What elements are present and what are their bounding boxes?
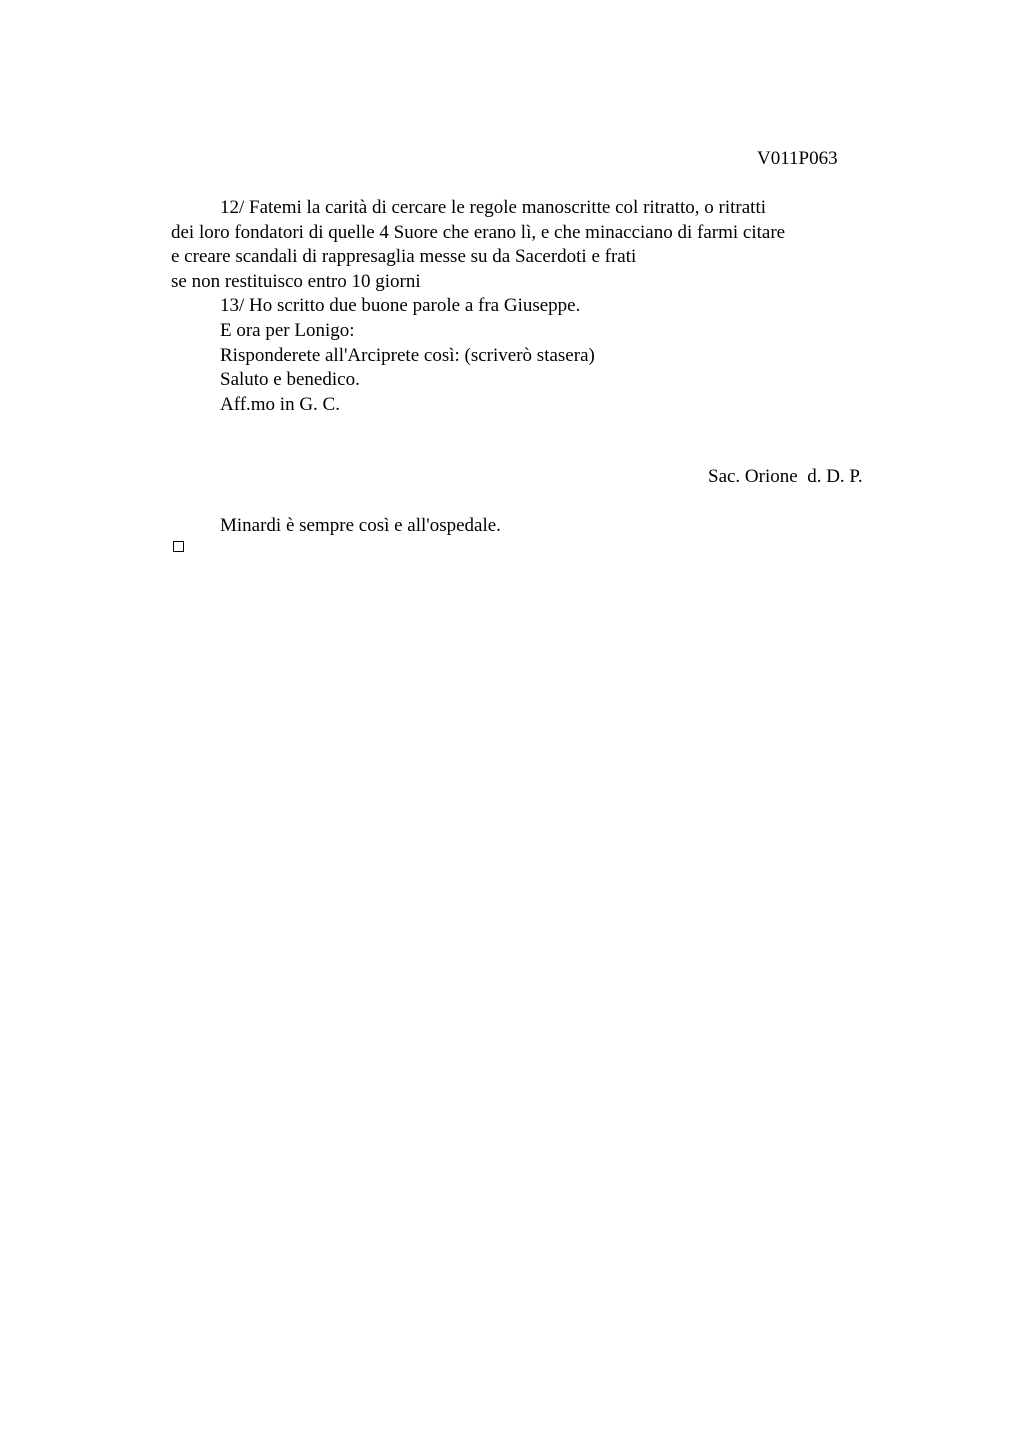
letter-body bbox=[171, 196, 871, 417]
document-id: V011P063 bbox=[757, 148, 838, 169]
postscript: Minardi è sempre così e all'ospedale. bbox=[220, 515, 501, 536]
paragraph-13-line-2: E ora per Lonigo: bbox=[220, 319, 355, 341]
closing-salutation: Aff.mo in G. C. bbox=[220, 393, 340, 415]
paragraph-13-line-1: 13/ Ho scritto due buone parole a fra Giuseppe. bbox=[220, 295, 581, 317]
paragraph-13-line-3: Risponderete all'Arciprete così: (scriverò stasera) bbox=[220, 344, 595, 366]
paragraph-12-line-1: 12/ Fatemi la carità di cercare le regole manoscritte col ritratto, o ritratti bbox=[220, 197, 767, 218]
paragraph-12-line-3: e creare scandali di rappresaglia messe su da Sacerdoti e frati bbox=[171, 246, 637, 268]
signature: Sac. Orione d. D. P. bbox=[708, 466, 863, 487]
paragraph-13-line-4: Saluto e benedico. bbox=[220, 369, 360, 391]
end-marker-box bbox=[173, 541, 184, 552]
paragraph-12-line-4: se non restituisco entro 10 giorni bbox=[171, 270, 421, 292]
paragraph-12-line-2: dei loro fondatori di quelle 4 Suore che erano lì, e che minacciano di farmi citare bbox=[171, 221, 786, 243]
